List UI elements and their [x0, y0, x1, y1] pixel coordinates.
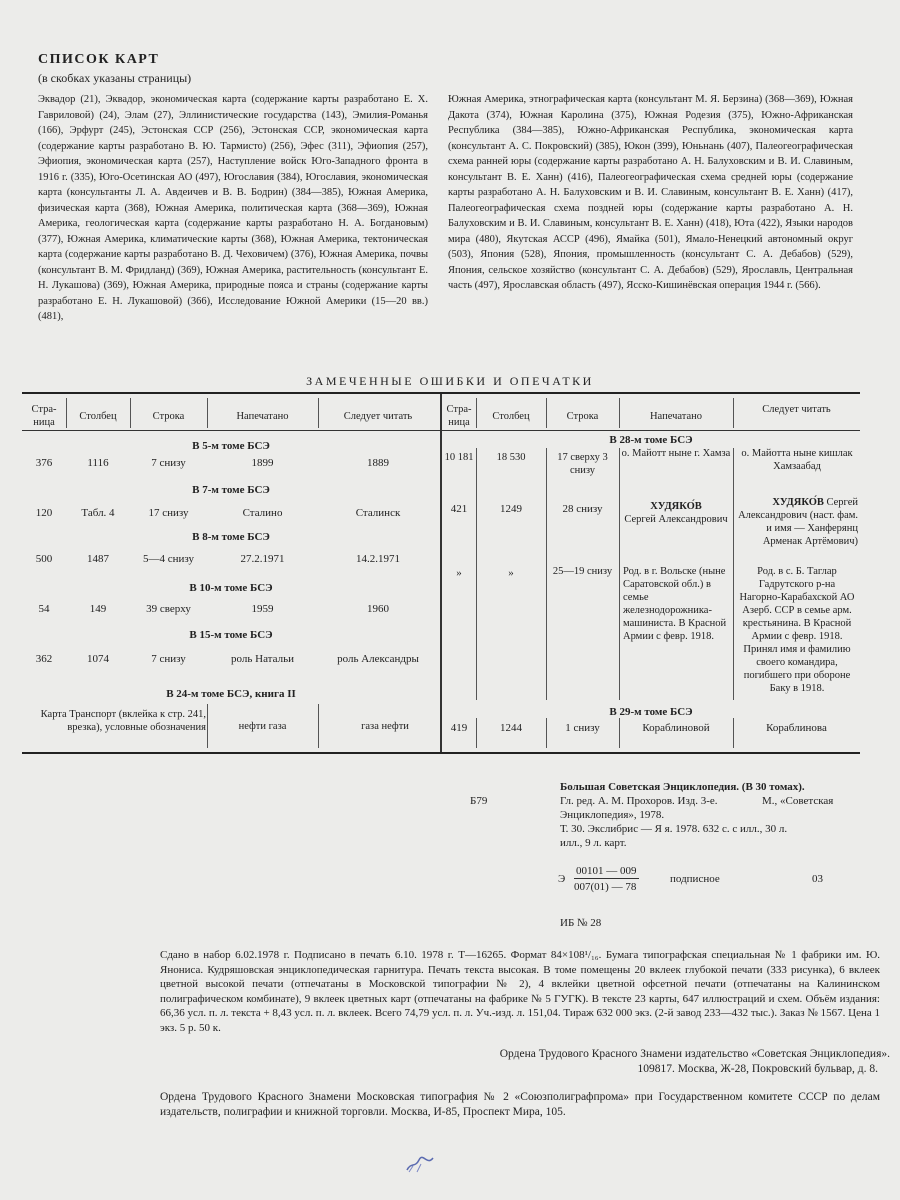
- errata-title: ЗАМЕЧЕННЫЕ ОШИБКИ И ОПЕЧАТКИ: [306, 374, 594, 388]
- table-cell: 1249: [500, 503, 522, 515]
- subscription-label: подписное: [670, 873, 720, 885]
- section-vol24: В 24-м томе БСЭ, книга II: [166, 688, 296, 700]
- table-cell: Карта Транспорт (вклейка к стр. 241, врезка), условные обозначения: [40, 709, 206, 733]
- header-page-right: Стра-ница: [446, 404, 472, 428]
- table-cell: Сталинск: [355, 507, 401, 519]
- table-bottom-rule: [22, 752, 860, 754]
- table-cell: Кораблинова: [766, 722, 827, 734]
- publisher-name: Ордена Трудового Красного Знамени издательство «Советская Энциклопедия».: [499, 1048, 890, 1060]
- table-cell: о. Майотта ныне кишлак Хамзаабад: [741, 448, 853, 472]
- table-cell: 18 530: [496, 452, 526, 463]
- header-printed: Напечатано: [236, 411, 289, 422]
- table-cell: 7 снизу: [151, 653, 186, 665]
- table-cell: [621, 500, 731, 526]
- table-cell: Род. в г. Вольске (ныне Саратовской обл.) в семье железнодорожника-машиниста. В Красной Армии с февр. 1918.: [623, 566, 727, 642]
- section-vol7: В 7-м томе БСЭ: [192, 484, 270, 496]
- table-cell: »: [508, 567, 514, 579]
- table-cell: 1889: [367, 457, 389, 469]
- colophon-illustrations: илл., 9 л. карт.: [560, 837, 627, 849]
- table-cell: Табл. 4: [81, 507, 115, 519]
- table-cell: 120: [35, 507, 53, 519]
- table-cell: 421: [450, 503, 468, 515]
- table-cell: »: [456, 567, 462, 579]
- colophon-publisher-year: Энциклопедия», 1978.: [560, 809, 665, 821]
- printer-info: Ордена Трудового Красного Знамени Московская типография № 2 «Союзполиграфпрома» при Государственном комитете СССР по делам издательств, полиграфии и книжной торговли. Москва, И-85, Проспект Мира, 105.: [160, 1091, 880, 1118]
- table-cell: 17 сверху 3 снизу: [557, 452, 608, 476]
- section-vol5: В 5-м томе БСЭ: [192, 440, 270, 452]
- table-cell: 376: [35, 457, 53, 469]
- maps-list-subtitle: (в скобках указаны страницы): [38, 71, 192, 85]
- header-column: Столбец: [79, 411, 117, 422]
- maps-list-title: СПИСОК КАРТ: [38, 52, 160, 67]
- table-cell: 362: [35, 653, 53, 665]
- table-cell: 419: [450, 722, 468, 734]
- catalog-fraction-bottom: 007(01) — 78: [574, 881, 637, 893]
- catalog-fraction-top: 00101 — 009: [576, 865, 637, 877]
- table-cell: нефти газа: [238, 721, 287, 732]
- table-cell: газа нефти: [361, 721, 409, 732]
- header-should-read-right: Следует читать: [762, 404, 831, 415]
- table-cell: роль Натальи: [231, 653, 294, 665]
- header-line-right: Строка: [566, 411, 599, 422]
- table-cell: 14.2.1971: [356, 553, 400, 565]
- colophon-publisher-city: М., «Советская: [762, 795, 834, 807]
- section-vol8: В 8-м томе БСЭ: [192, 531, 270, 543]
- table-cell: Кораблиновой: [642, 722, 710, 734]
- hudyakov-rest-read: Сергей Александрович (наст. фам. и имя — Ханферянц Арменак Артёмович): [738, 497, 858, 547]
- header-line: Строка: [152, 411, 185, 422]
- colophon-code: Б79: [470, 795, 488, 807]
- table-cell: 1487: [87, 553, 109, 565]
- colophon-volume: Т. 30. Экслибрис — Я я. 1978. 632 с. с илл., 30 л.: [560, 823, 788, 835]
- table-cell: 17 снизу: [148, 507, 189, 519]
- section-vol28: В 28-м томе БСЭ: [609, 434, 693, 446]
- table-cell: 1960: [367, 603, 389, 615]
- table-cell: Сталино: [242, 507, 283, 519]
- header-page: Стра-ница: [31, 404, 57, 428]
- table-cell: 39 сверху: [146, 603, 191, 615]
- table-cell: 149: [89, 603, 107, 615]
- table-cell: о. Майотт ныне г. Хамза: [621, 448, 731, 459]
- table-cell: 1116: [87, 457, 109, 469]
- colophon-title: Большая Советская Энциклопедия. (В 30 томах).: [560, 781, 805, 793]
- colophon-editor: Гл. ред. А. М. Прохоров. Изд. 3-е.: [560, 795, 718, 807]
- section-vol15: В 15-м томе БСЭ: [189, 629, 273, 641]
- maps-list-right-column: Южная Америка, этнографическая карта (консультант М. Я. Берзина) (368—369), Южная Дакота (374), Южная Каролина (375), Южная Родезия (375), Южно-Африканская Республика (384—385), Южно-Африканская Республика, экономическая карта (консультант А. С. Покровский) (385), Юкон (399), Юньнань (407), Палеогеографическая схема ранней юры (содержание карты разработано А. Н. Балуховским и В. И. Славиным, консультант В. Е. Ханн) (416), Палеогеографическая схема средней юры (содержание карты разработано А. Н. Балуховским и В. И. Славиным, консультант В. Е. Ханн) (417), Палеогеографическая схема поздней юры (содержание карты разработано А. Н. Балуховским и В. И. Славиным, консультант В. Е. Ханн) (418), Юта (422), Языки народов мира (480), Якутская АССР (496), Ямайка (501), Ямало-Ненецкий автономный округ (503), Япония (528), Япония, промышленность (консультант С. А. Дебабов) (529), Япония, сельское хозяйство (консультант С. А. Дебабов) (529), Ярославль, Центральная часть (497), Ярославская область (497), Ясско-Кишинёвская операция 1944 г. (566).: [448, 94, 853, 291]
- header-column-right: Столбец: [492, 411, 530, 422]
- header-should-read: Следует читать: [343, 411, 413, 422]
- table-cell: 54: [38, 603, 50, 615]
- library-stamp-mark: [405, 1152, 435, 1174]
- table-cell: 1 снизу: [565, 722, 600, 734]
- table-cell: 500: [35, 553, 53, 565]
- publisher-address: 109817. Москва, Ж-28, Покровский бульвар, д. 8.: [637, 1063, 878, 1075]
- table-cell: 7 снизу: [151, 457, 186, 469]
- table-cell: Род. в с. Б. Таглар Гадрутского р-на Нагорно-Карабахской АО Азерб. ССР в семье арм. крестьянина. В Красной Армии с февр. 1918. Принял имя и фамилию своего командира, погибшего при обороне Баку в 1918.: [739, 566, 855, 694]
- table-cell: 10 181: [444, 452, 474, 463]
- printing-details: Сдано в набор 6.02.1978 г. Подписано в печать 6.10. 1978 г. Т—16265. Формат 84×108¹/₁₆. Бумага типографская специальная № 1 фабрики им. Ю. Янониса. Кудряшовская энциклопедическая гарнитура. Печать текста высокая. В томе помещены 20 вклеек глубокой печати (333 рисунка), 6 вклеек цветной высокой печати (отпечатаны в Московской типографии № 2), 4 вклейки цветной офсетной печати (отпечатаны на Калининском полиграфическом комбинате), 9 вклеек цветных карт (отпечатаны на фабрике № 5 ГУГК). В тексте 23 карты, 647 иллюстраций и схем. Объём издания: 66,36 усл. п. л. текста + 8,43 усл. п. л. вклеек. Всего 74,79 усл. п. л. Уч.-изд. л. 151,04. Тираж 632 000 экз. (2-й завод 233—432 тыс.). Заказ № 1567. Цена 1 экз. 5 р. 50 к.: [160, 949, 880, 1034]
- table-cell: 28 снизу: [562, 503, 603, 515]
- table-cell: 1959: [251, 603, 274, 615]
- table-cell: роль Александры: [337, 653, 419, 665]
- section-vol29: В 29-м томе БСЭ: [609, 706, 693, 718]
- table-cell: 5—4 снизу: [142, 553, 195, 565]
- hudyakov-name-read: ХУДЯКО́В: [772, 497, 824, 508]
- catalog-number: 03: [812, 873, 823, 885]
- catalog-prefix: Э: [558, 873, 566, 885]
- ib-number: ИБ № 28: [560, 917, 602, 929]
- table-cell: 27.2.1971: [240, 553, 285, 565]
- table-cell: 25—19 снизу: [552, 566, 613, 577]
- table-cell: 1074: [87, 653, 109, 665]
- table-cell: 1899: [251, 457, 274, 469]
- hudyakov-name-printed: ХУДЯКО́В: [650, 501, 702, 512]
- hudyakov-rest-printed: Сергей Александрович: [624, 514, 728, 525]
- section-vol10: В 10-м томе БСЭ: [189, 582, 273, 594]
- maps-list-left-column: Эквадор (21), Эквадор, экономическая карта (содержание карты разработано Е. Х. Гавриловой) (24), Элам (27), Эллинистические государства (143), Эмилия-Романья (166), Эрфурт (245), Эстонская ССР (256), Эстонская ССР, экономическая карта (содержание карты разработано В. Ю. Тармисто) (256), Эфес (311), Эфиопия (257), Эфиопия, экономическая карта (257), Наступление войск Юго-Западного фронта в 1916 г. (335), Юго-Осетинская АО (497), Югославия (384), Югославия, экономическая карта (консультанты Л. А. Авдеичев и В. В. Бодрин) (384—385), Южная Америка, физическая карта (368), Южная Америка, политическая карта (368—369), Южная Америка, геологическая карта (содержание карты разработано Н. А. Богдановым) (377), Южная Америка, климатические карты (368), Южная Америка, тектоническая карта (содержание карты разработано В. Д. Чеховичем) (376), Южная Америка, почвы (консультант В. М. Фридланд) (369), Южная Америка, растительность (консультант Е. Н. Лукашова) (369), Южная Америка, природные пояса и страны (содержание карты разработано Е. Н. Лукашовой) (366), Исследование Южной Америки (15—20 вв.) (481),: [38, 94, 428, 322]
- table-cell: 1244: [500, 722, 522, 734]
- table-cell: [736, 496, 858, 548]
- header-printed-right: Напечатано: [649, 411, 703, 422]
